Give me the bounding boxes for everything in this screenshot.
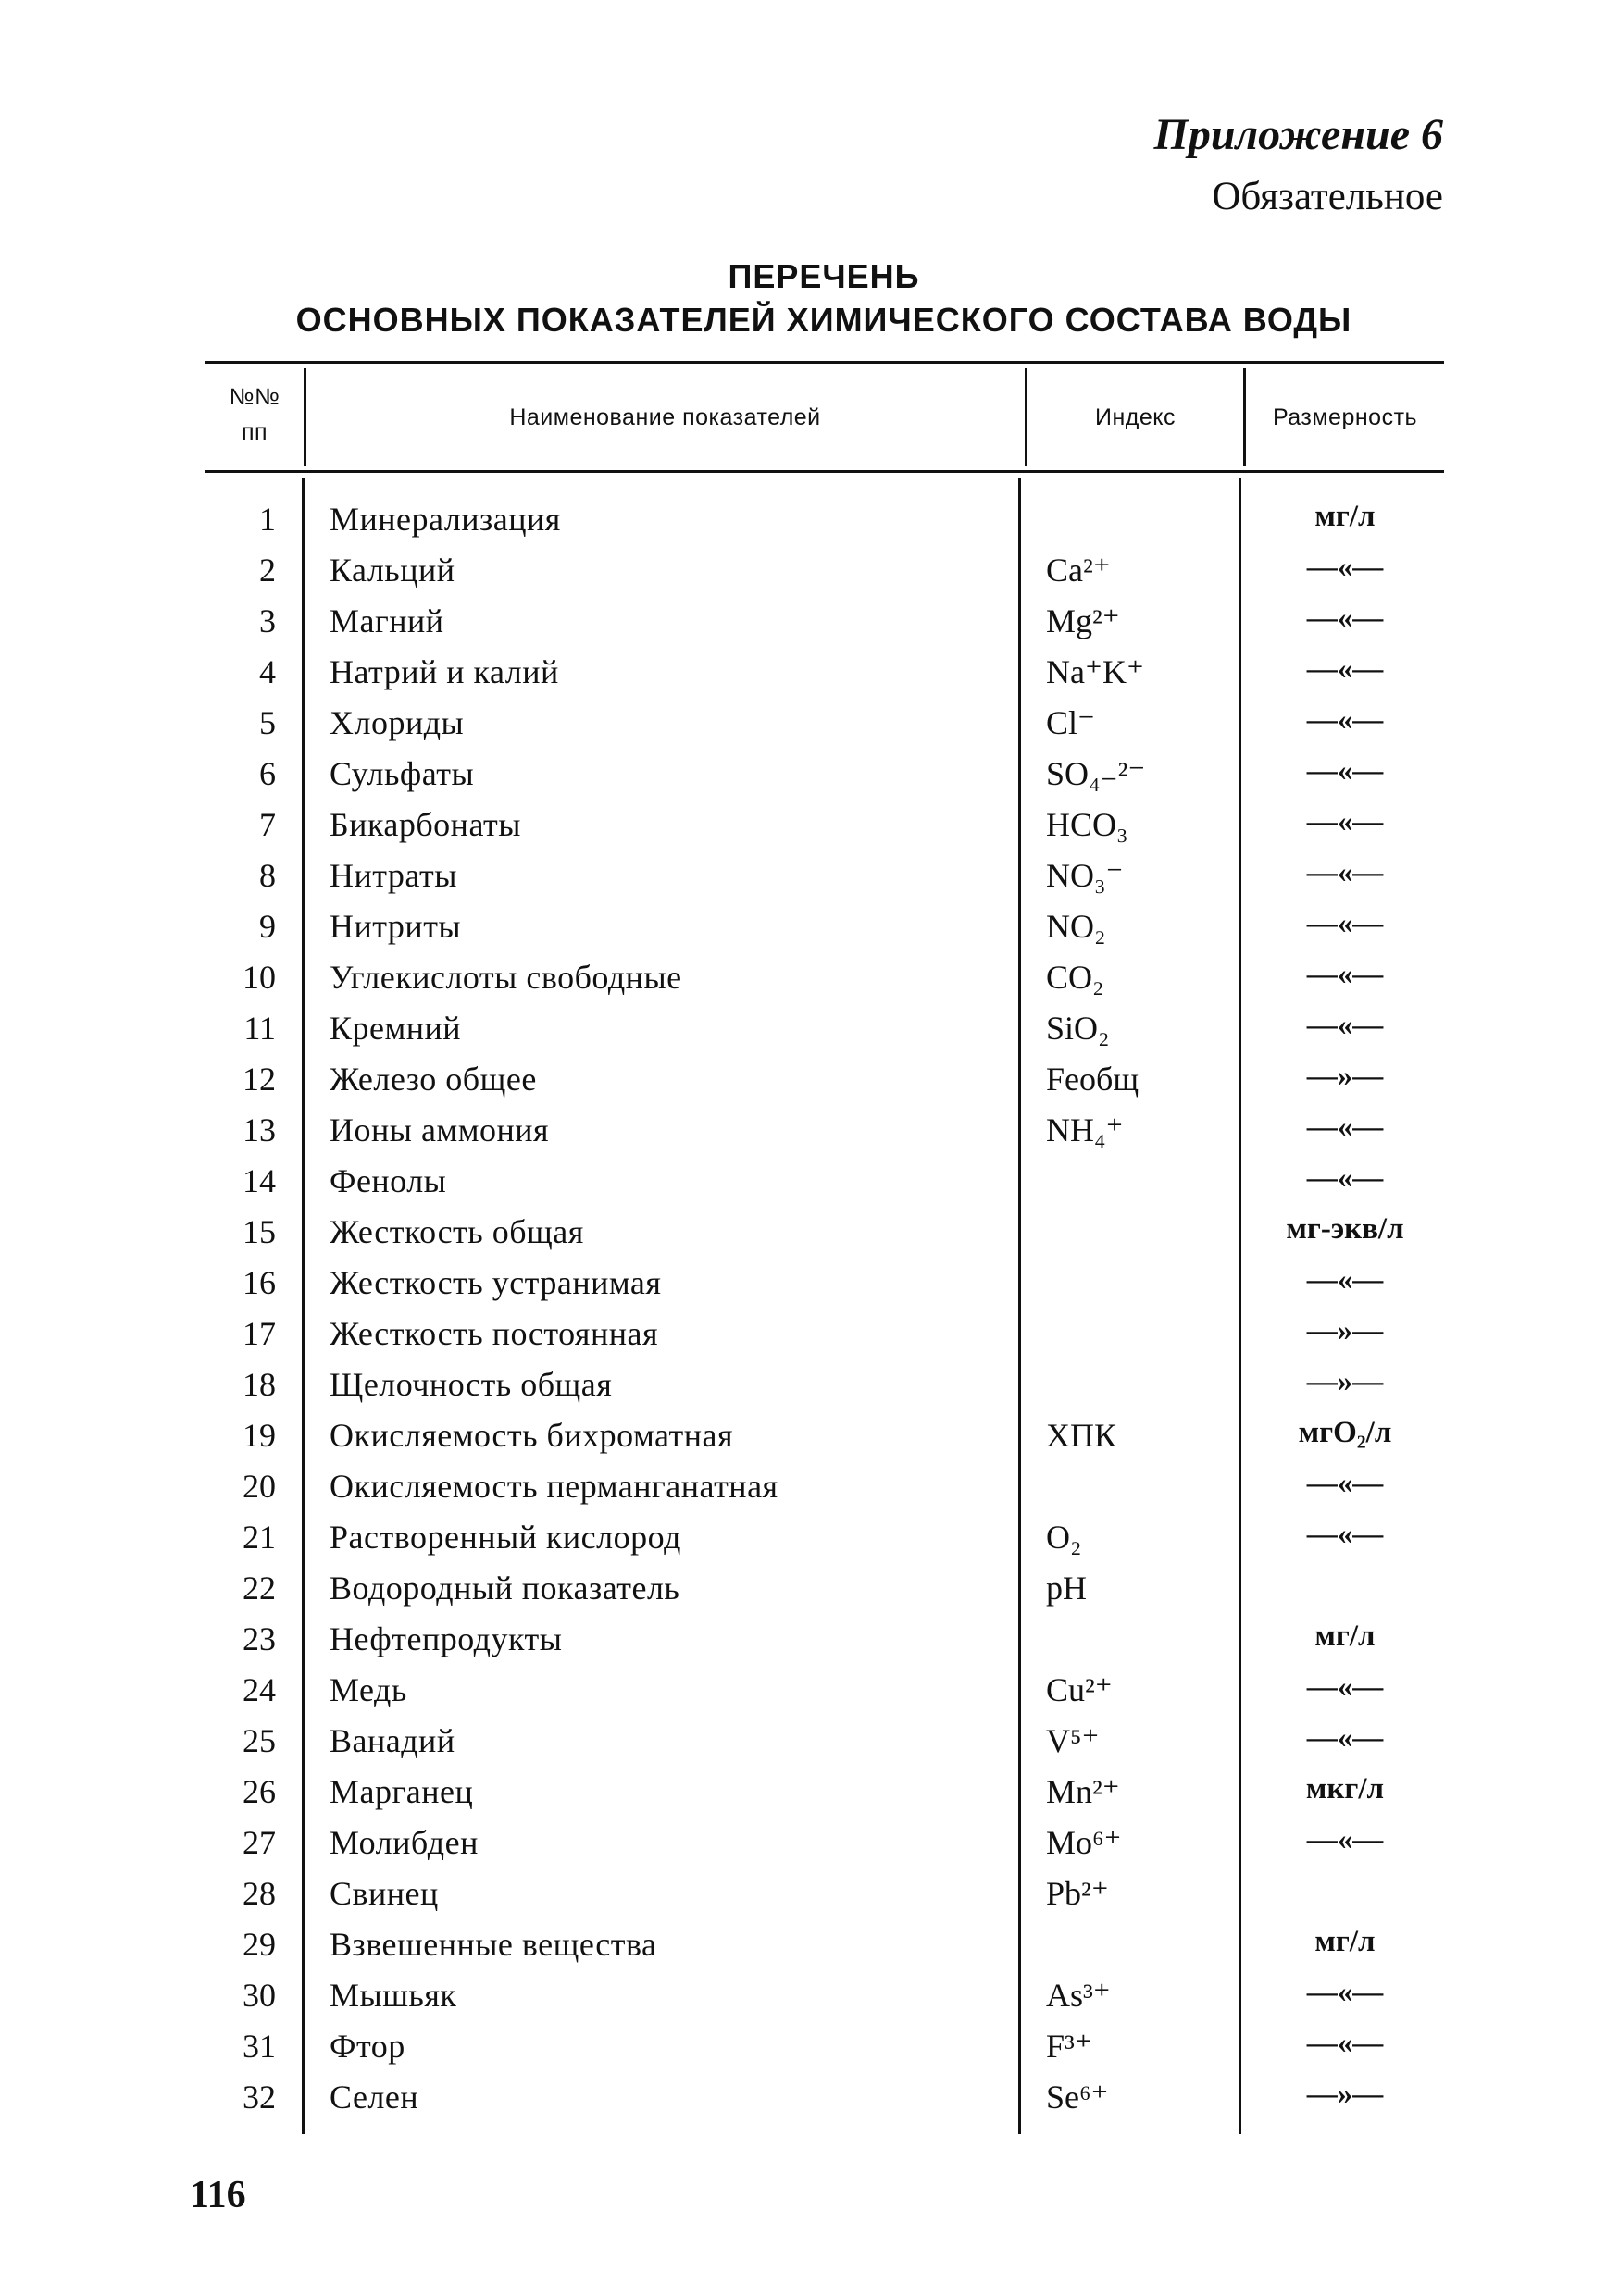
column-header-number-line2: пп [241, 419, 268, 445]
column-header-name: Наименование показателей [509, 404, 821, 430]
table-row [0, 1212, 1619, 1263]
table-row [0, 1670, 1619, 1721]
table-row [0, 1416, 1619, 1467]
row-number: 22 [243, 1570, 276, 1607]
table-row [0, 805, 1619, 856]
table-row [0, 1263, 1619, 1314]
row-number: 15 [243, 1213, 276, 1250]
indicator-name: Окисляемость перманганатная [330, 1468, 778, 1505]
indicator-name: Щелочность общая [330, 1366, 613, 1403]
indicator-index: NO₃⁻ [1046, 857, 1124, 894]
indicator-unit: —«— [1306, 1111, 1384, 1144]
indicator-index: Mo⁶⁺ [1046, 1824, 1122, 1861]
row-number: 31 [243, 2028, 276, 2065]
indicator-index: SiO₂ [1046, 1010, 1110, 1047]
row-number: 6 [259, 755, 276, 792]
column-header-index: Индекс [1095, 404, 1176, 430]
row-number: 29 [243, 1926, 276, 1963]
row-number: 21 [243, 1519, 276, 1556]
indicator-unit: мкг/л [1305, 1772, 1385, 1806]
row-number: 14 [243, 1162, 276, 1199]
indicator-name: Натрий и калий [330, 653, 559, 690]
row-number: 23 [243, 1620, 276, 1657]
row-number: 8 [259, 857, 276, 894]
table-row [0, 1823, 1619, 1874]
table-row [0, 1314, 1619, 1365]
row-number: 20 [243, 1468, 276, 1505]
table-row [0, 1721, 1619, 1772]
row-number: 7 [259, 806, 276, 843]
indicator-unit: —»— [1306, 1314, 1384, 1347]
indicator-name: Кремний [330, 1010, 462, 1047]
indicator-index: O₂ [1046, 1519, 1082, 1556]
table-row [0, 1976, 1619, 2027]
table-row [0, 1518, 1619, 1569]
indicator-index: Na⁺K⁺ [1046, 653, 1144, 690]
page-title-line1: ПЕРЕЧЕНЬ [728, 257, 920, 295]
indicator-name: Свинец [330, 1875, 439, 1912]
indicator-name: Нитраты [330, 857, 457, 894]
table-row [0, 652, 1619, 703]
indicator-name: Селен [330, 2079, 419, 2116]
indicator-unit: мг/л [1314, 1925, 1376, 1958]
indicator-index: SO₄₋²⁻ [1046, 755, 1146, 792]
indicator-unit: —»— [1306, 2078, 1384, 2111]
row-number: 32 [243, 2079, 276, 2116]
table-row [0, 1060, 1619, 1111]
row-number: 5 [259, 704, 276, 741]
indicator-index: As³⁺ [1046, 1977, 1111, 2014]
indicator-unit: мг-экв/л [1286, 1212, 1404, 1246]
table-row [0, 1009, 1619, 1060]
indicator-unit: —«— [1306, 703, 1384, 737]
table-row [0, 1111, 1619, 1161]
indicator-index: Cl⁻ [1046, 704, 1096, 741]
table-row [0, 1925, 1619, 1976]
indicator-index: HCO₃ [1046, 806, 1128, 843]
table-row [0, 1365, 1619, 1416]
table-body [0, 500, 1619, 2128]
indicator-unit: —»— [1306, 1365, 1384, 1398]
indicator-unit: —«— [1306, 805, 1384, 838]
table-row [0, 551, 1619, 602]
indicator-name: Ионы аммония [330, 1111, 550, 1148]
indicator-name: Кальций [330, 552, 455, 589]
indicator-name: Сульфаты [330, 755, 475, 792]
indicator-name: Магний [330, 602, 444, 639]
table-row [0, 1874, 1619, 1925]
indicator-name: Железо общее [330, 1061, 537, 1098]
indicator-name: Взвешенные вещества [330, 1926, 657, 1963]
row-number: 17 [243, 1315, 276, 1352]
table-row [0, 602, 1619, 652]
indicator-unit: —«— [1306, 1009, 1384, 1042]
table-row [0, 2027, 1619, 2078]
indicator-name: Бикарбонаты [330, 806, 521, 843]
indicator-name: Жесткость общая [330, 1213, 584, 1250]
row-number: 30 [243, 1977, 276, 2014]
appendix-label: Приложение 6 [1153, 110, 1443, 159]
indicator-name: Нефтепродукты [330, 1620, 563, 1657]
indicator-name: Хлориды [330, 704, 465, 741]
row-number: 2 [259, 552, 276, 589]
table-top-rule [205, 361, 1444, 364]
indicator-unit: —»— [1306, 1060, 1384, 1093]
indicator-index: Se⁶⁺ [1046, 2079, 1109, 2116]
table-row [0, 1467, 1619, 1518]
table-row [0, 1620, 1619, 1670]
table-row [0, 907, 1619, 958]
indicator-unit: —«— [1306, 1670, 1384, 1704]
indicator-name: Молибден [330, 1824, 479, 1861]
indicator-index: CO₂ [1046, 959, 1104, 996]
row-number: 24 [243, 1671, 276, 1708]
indicator-unit: —«— [1306, 1976, 1384, 2009]
indicator-index: NH₄⁺ [1046, 1111, 1124, 1148]
row-number: 28 [243, 1875, 276, 1912]
indicator-index: Mn²⁺ [1046, 1773, 1120, 1810]
row-number: 11 [243, 1010, 276, 1047]
indicator-name: Фтор [330, 2028, 405, 2065]
indicator-unit: мг/л [1314, 500, 1376, 533]
row-number: 25 [243, 1722, 276, 1759]
column-header-number-line1: №№ [229, 384, 280, 410]
table-header-rule [205, 470, 1444, 473]
row-number: 9 [259, 908, 276, 945]
row-number: 19 [243, 1417, 276, 1454]
column-header-number [205, 379, 304, 450]
table-row [0, 703, 1619, 754]
page-number: 116 [190, 2174, 246, 2216]
table-row [0, 856, 1619, 907]
row-number: 18 [243, 1366, 276, 1403]
indicator-name: Минерализация [330, 501, 561, 538]
indicator-name: Растворенный кислород [330, 1519, 681, 1556]
indicator-unit: —«— [1306, 1518, 1384, 1551]
indicator-unit: мг/л [1314, 1620, 1376, 1653]
indicator-unit: —«— [1306, 907, 1384, 940]
table-row [0, 500, 1619, 551]
indicator-unit: —«— [1306, 1161, 1384, 1195]
indicator-name: Мышьяк [330, 1977, 457, 2014]
indicator-unit: —«— [1306, 1263, 1384, 1297]
mandatory-label: Обязательное [1212, 175, 1443, 218]
indicator-unit: мгO₂/л [1298, 1416, 1392, 1449]
indicator-index: Feобщ [1046, 1061, 1140, 1098]
indicator-index: V⁵⁺ [1046, 1722, 1100, 1759]
indicator-unit: —«— [1306, 958, 1384, 991]
indicator-name: Жесткость постоянная [330, 1315, 659, 1352]
row-number: 4 [259, 653, 276, 690]
indicator-unit: —«— [1306, 856, 1384, 889]
indicator-index: Mg²⁺ [1046, 602, 1120, 639]
row-number: 12 [243, 1061, 276, 1098]
indicator-unit: —«— [1306, 2027, 1384, 2060]
indicator-name: Ванадий [330, 1722, 455, 1759]
indicator-name: Углекислоты свободные [330, 959, 682, 996]
indicator-index: Pb²⁺ [1046, 1875, 1109, 1912]
indicator-unit: —«— [1306, 754, 1384, 788]
row-number: 3 [259, 602, 276, 639]
indicator-name: Окисляемость бихроматная [330, 1417, 734, 1454]
indicator-index: F³⁺ [1046, 2028, 1092, 2065]
table-row [0, 1569, 1619, 1620]
indicator-name: Фенолы [330, 1162, 447, 1199]
row-number: 1 [259, 501, 276, 538]
indicator-unit: —«— [1306, 652, 1384, 686]
indicator-name: Марганец [330, 1773, 474, 1810]
table-row [0, 754, 1619, 805]
row-number: 26 [243, 1773, 276, 1810]
indicator-index: Ca²⁺ [1046, 552, 1111, 589]
indicator-unit: —«— [1306, 551, 1384, 584]
row-number: 27 [243, 1824, 276, 1861]
indicator-unit: —«— [1306, 1467, 1384, 1500]
table-row [0, 958, 1619, 1009]
column-header-unit: Размерность [1272, 404, 1418, 430]
row-number: 13 [243, 1111, 276, 1148]
indicator-unit: —«— [1306, 1823, 1384, 1856]
indicator-index: Cu²⁺ [1046, 1671, 1113, 1708]
indicator-unit: —«— [1306, 1721, 1384, 1755]
table-row [0, 1161, 1619, 1212]
row-number: 10 [243, 959, 276, 996]
row-number: 16 [243, 1264, 276, 1301]
indicator-index: pH [1046, 1570, 1087, 1607]
page-title-line2: ОСНОВНЫХ ПОКАЗАТЕЛЕЙ ХИМИЧЕСКОГО СОСТАВА ВОДЫ [295, 301, 1352, 339]
indicator-index: NO₂ [1046, 908, 1106, 945]
indicator-unit: —«— [1306, 602, 1384, 635]
indicator-name: Жесткость устранимая [330, 1264, 662, 1301]
indicator-name: Водородный показатель [330, 1570, 680, 1607]
indicator-name: Нитриты [330, 908, 462, 945]
indicator-name: Медь [330, 1671, 407, 1708]
table-row [0, 1772, 1619, 1823]
table-row [0, 2078, 1619, 2128]
indicator-index: ХПК [1046, 1417, 1117, 1454]
